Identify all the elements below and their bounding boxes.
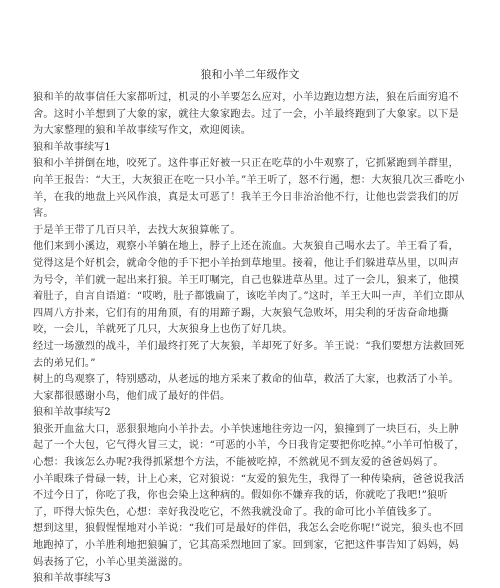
section-heading: 狼和羊故事续写3: [33, 573, 111, 585]
paragraph: 于是羊王带了几百只羊，去找大灰狼算帐了。: [33, 224, 241, 236]
paragraph: 狼和小羊拼倒在地，咬死了。这件事正好被一只正在吃草的小牛观察了，它抓紧跑到羊群里，向羊王报告：“大王，大灰狼正在吃一只小羊。”羊王听了，怒不行遏，想：大灰狼几次三番吃小羊，在我的地盘上兴风作浪，真是太可恶了！我羊王今日非治治他不行，让他也尝尝我们的厉害。: [33, 158, 465, 220]
section-heading: 狼和羊故事续写1: [33, 141, 111, 153]
paragraph: 狼和羊的故事信任大家都听过，机灵的小羊要怎么应对，小羊边跑边想方法，狼在后面穷追不舍。这时小羊想到了大象的家，就往大象家跑去。过了一会，小羊最终跑到了大象家。以下是为大家整理的狼和羊故事续写作文，欢迎阅读。: [33, 92, 459, 137]
paragraph: 小羊眼珠子骨碌一转，计上心来，它对狼说：“友爱的狼先生，我得了一种传染病，爸爸说我活不过今日了，你吃了我，你也会染上这种病的。假如你不嫌弃我的话，你就吃了我吧!”狼听了，吓得大惊失色，心想：幸好我没吃它，不然我就没命了。我的命可比小羊值钱多了。: [33, 473, 465, 518]
paragraph: 想到这里，狼假惺惺地对小羊说：“我们可是最好的伴侣，我怎么会吃你呢!”说完，狼头也不回地跑掉了，小羊胜利地把狼骗了，它其高采烈地回了家。回到家，它把这件事告知了妈妈，妈妈表扬了它，小羊心里美滋滋的。: [33, 523, 464, 568]
paragraph: 他们来到小溪边，观察小羊躺在地上，脖子上还在流血。大灰狼自己喝水去了。羊王看了看，觉得这是个好机会，就命令他的手下把小羊抬到草地里。接着，他让手们躲进草丛里，以叫声为号令，羊们就一起出来打狼。羊王叮嘱完，自己也躲进草丛里。过了一会儿，狼来了，他摸着肚子，自言自语道：“哎哟，肚子都饿扁了，该吃羊肉了。”这时，羊王大叫一声，羊们立即从四周八方扑来，它们有的用角顶，有的用蹄子踢，大灰狼气急败坏，用尖利的牙齿奋命地撕咬，一会儿，羊就死了几只，大灰狼身上也伤了好几块。: [33, 241, 465, 336]
paragraph: 狼张开血盆大口，恶狠狠地向小羊扑去。小羊快速地往旁边一闪，狼撞到了一块巨石，头上肿起了一个大包，它气得火冒三丈，说：“可恶的小羊，今日我肯定要把你吃掉。”小羊可怕极了，心想：我该怎么办呢?我得抓紧想个方法，不能被吃掉，不然就见不到友爱的爸爸妈妈了。: [33, 423, 465, 469]
paragraph: 树上的鸟观察了，特别感动，从老远的地方采来了救命的仙草，救活了大家，也救活了小羊。大家都很感谢小鸟，他们成了最好的伴侣。: [33, 374, 459, 402]
document-title: 狼和小羊二年级作文: [200, 68, 300, 81]
document-body: [33, 90, 467, 588]
paragraph: 经过一场激烈的战斗，羊们最终打死了大灰狼，羊却死了好多。羊王说：“我们要想方法救回死去的弟兄们。”: [33, 340, 465, 369]
section-heading: 狼和羊故事续写2: [33, 407, 111, 419]
